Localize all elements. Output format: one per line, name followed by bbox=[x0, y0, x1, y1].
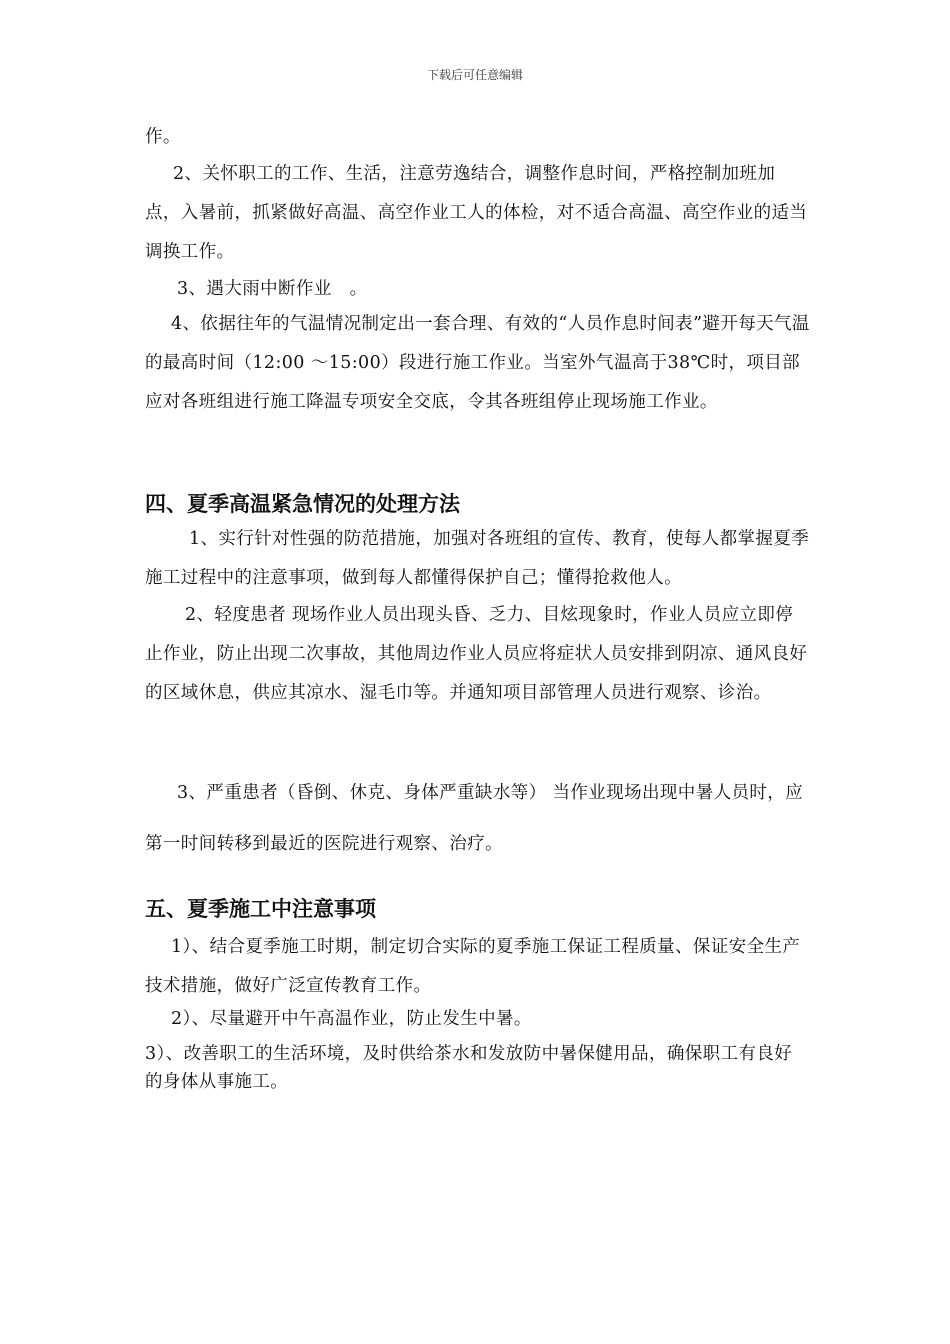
section-5-item-1: 1）、结合夏季施工时期，制定切合实际的夏季施工保证工程质量、保证安全生产技术措施，做好广泛宣传教育工作。 bbox=[145, 937, 801, 996]
paragraph-item-2: 2、关怀职工的工作、生活，注意劳逸结合，调整作息时间，严格控制加班加点，入暑前，抓紧做好高温、高空作业工人的体检，对不适合高温、高空作业的适当调换工作。 bbox=[145, 164, 808, 262]
section-4-item-2: 2、轻度患者 现场作业人员出现头昏、乏力、目炫现象时，作业人员应立即停止作业，防止出现二次事故，其他周边作业人员应将症状人员安排到阴凉、通风良好的区域休息，供应其凉水、湿毛巾等。并通知项目部管理人员进行观察、诊治。 bbox=[145, 605, 808, 703]
section-5-heading: 五、夏季施工中注意事项 bbox=[145, 896, 376, 921]
section-5-item-2: 2）、尽量避开中午高温作业，防止发生中暑。 bbox=[171, 1009, 532, 1029]
paragraph-continuation: 作。 bbox=[145, 127, 181, 147]
section-5-item-3: 3）、改善职工的生活环境，及时供给茶水和发放防中暑保健用品，确保职工有良好的身体从事施工。 bbox=[145, 1044, 793, 1092]
section-4-item-3: 3、严重患者（昏倒、休克、身体严重缺水等） 当作业现场出现中暑人员时，应第一时间转移到最近的医院进行观察、治疗。 bbox=[145, 783, 804, 854]
paragraph-item-3: 3、遇大雨中断作业 。 bbox=[177, 279, 368, 299]
section-4-heading: 四、夏季高温紧急情况的处理方法 bbox=[145, 491, 460, 516]
section-4-item-1: 1、实行针对性强的防范措施，加强对各班组的宣传、教育，使每人都掌握夏季施工过程中的注意事项，做到每人都懂得保护自己；懂得抢救他人。 bbox=[145, 529, 810, 588]
paragraph-item-4: 4、依据往年的气温情况制定出一套合理、有效的“人员作息时间表”避开每天气温的最高时间（12:00 ～15:00）段进行施工作业。当室外气温高于38℃时，项目部应对各班组进行施工降温专项安全交底，令其各班组停止现场施工作业。 bbox=[145, 314, 810, 412]
page-header: 下载后可任意编辑 bbox=[426, 68, 523, 82]
